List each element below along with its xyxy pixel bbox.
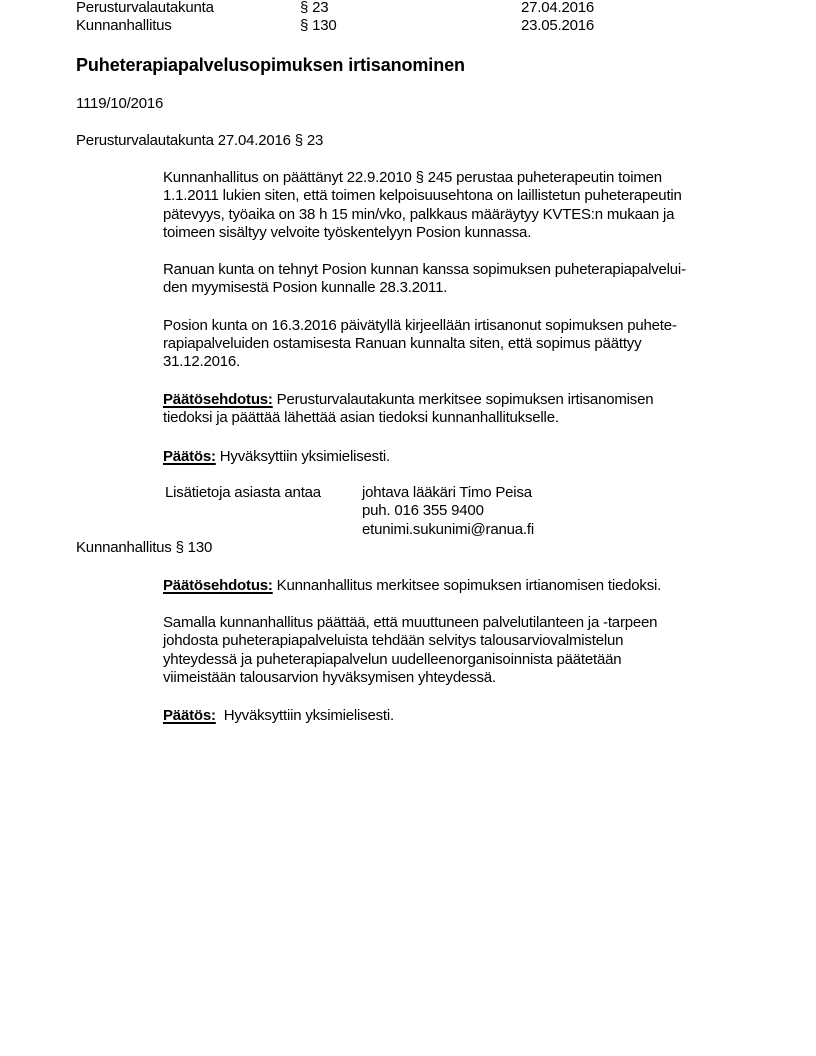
proposal [163, 577, 661, 595]
text-line: johdosta puheterapiapalveluista tehdään selvitys talousarviovalmistelun [163, 632, 624, 649]
text-line [163, 391, 653, 409]
section-heading: Perusturvalautakunta 27.04.2016 § 23 [76, 132, 324, 149]
decision-text: Hyväksyttiin yksimielisesti. [215, 448, 391, 465]
contact-label: Lisätietoja asiasta antaa [165, 484, 321, 501]
header-body: Kunnanhallitus [76, 17, 172, 34]
header-section: § 23 [300, 0, 329, 16]
proposal-text: Perusturvalautakunta merkitsee sopimuksen irtisanomisen [272, 391, 654, 408]
header-date: 23.05.2016 [521, 17, 595, 34]
text-line: rapiapalveluiden ostamisesta Ranuan kunnalta siten, että sopimus päättyy [163, 335, 642, 352]
proposal-label: Päätösehdotus: [163, 577, 273, 594]
decision [163, 448, 390, 466]
decision [163, 707, 394, 725]
decision-text: Hyväksyttiin yksimielisesti. [215, 707, 394, 724]
text-line: pätevyys, työaika on 38 h 15 min/vko, palkkaus määräytyy KVTES:n mukaan ja [163, 206, 675, 223]
text-line: Samalla kunnanhallitus päättää, että muuttuneen palvelutilanteen ja -tarpeen [163, 614, 658, 631]
text-line: Posion kunta on 16.3.2016 päivätyllä kirjeellään irtisanonut sopimuksen puhete- [163, 317, 677, 334]
text-line: yhteydessä ja puheterapiapalvelun uudelleenorganisoinnista päätetään [163, 651, 622, 668]
case-number: 1119/10/2016 [76, 95, 164, 112]
proposal-text: Kunnanhallitus merkitsee sopimuksen irtianomisen tiedoksi. [272, 577, 662, 594]
contact-phone: puh. 016 355 9400 [362, 502, 484, 519]
header-body: Perusturvalautakunta [76, 0, 214, 16]
page-title: Puheterapiapalvelusopimuksen irtisanominen [76, 55, 465, 75]
decision-label: Päätös: [163, 707, 216, 724]
text-line: den myymisestä Posion kunnalle 28.3.2011. [163, 279, 448, 296]
section-heading: Kunnanhallitus § 130 [76, 539, 213, 556]
text-line: 31.12.2016. [163, 353, 241, 370]
contact-name: johtava lääkäri Timo Peisa [362, 484, 532, 501]
text-line: 1.1.2011 lukien siten, että toimen kelpoisuusehtona on laillistetun puheterapeutin [163, 187, 682, 204]
text-line: Kunnanhallitus on päättänyt 22.9.2010 § 245 perustaa puheterapeutin toimen [163, 169, 662, 186]
header-date: 27.04.2016 [521, 0, 595, 16]
contact-email: etunimi.sukunimi@ranua.fi [362, 521, 534, 538]
decision-label: Päätös: [163, 448, 216, 465]
text-line: viimeistään talousarvion hyväksymisen yhteydessä. [163, 669, 496, 686]
text-line: tiedoksi ja päättää lähettää asian tiedoksi kunnanhallitukselle. [163, 409, 559, 426]
proposal-label: Päätösehdotus: [163, 391, 273, 408]
text-line: Ranuan kunta on tehnyt Posion kunnan kanssa sopimuksen puheterapiapalvelui- [163, 261, 686, 278]
header-section: § 130 [300, 17, 337, 34]
text-line: toimeen sisältyy velvoite työskentelyyn Posion kunnassa. [163, 224, 532, 241]
